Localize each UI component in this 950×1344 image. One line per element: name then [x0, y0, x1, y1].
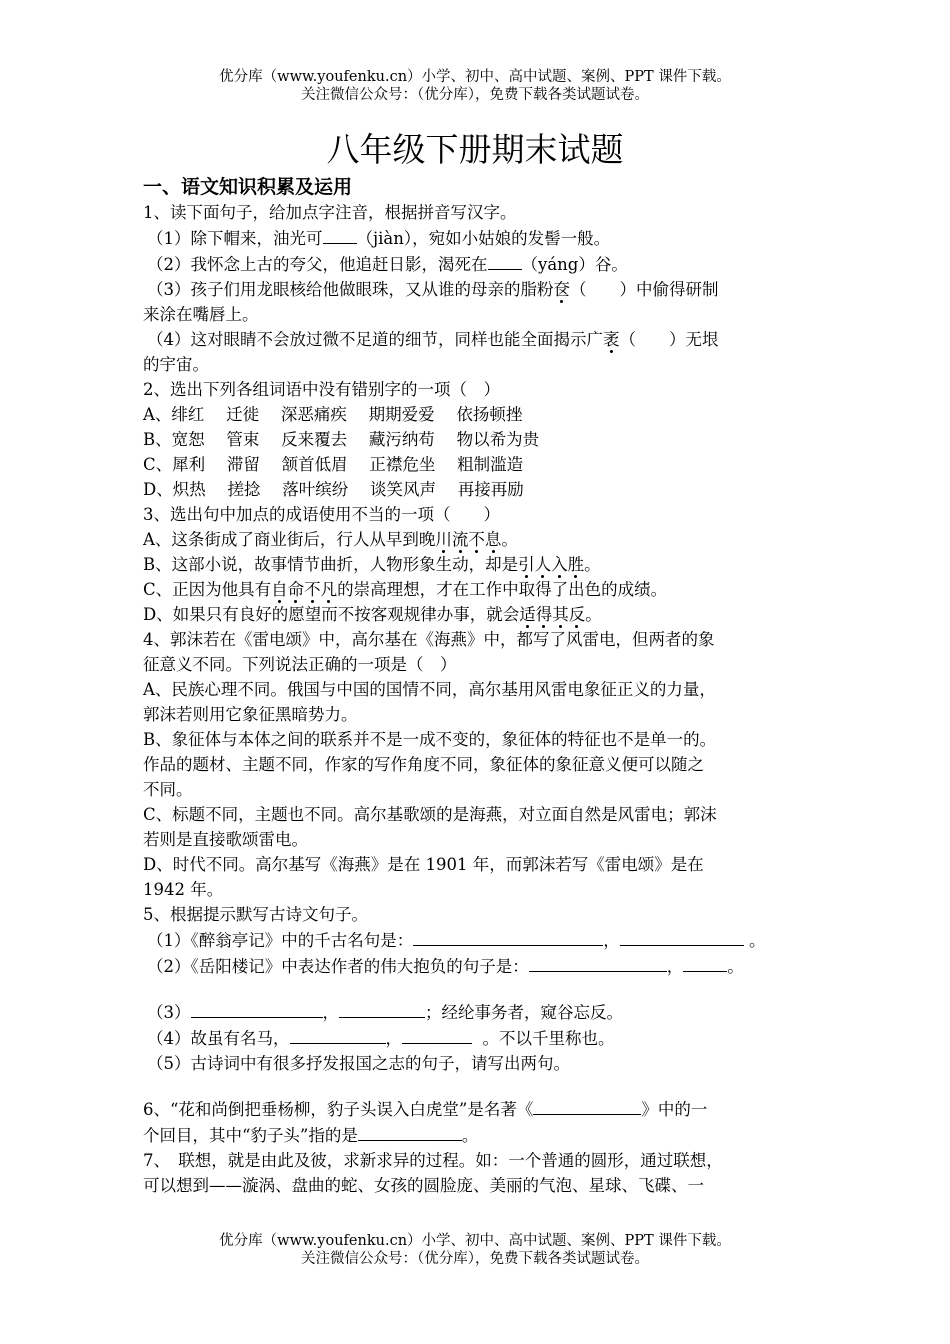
footer-line-2: 关注微信公众号：（优分库），免费下载各类试题试卷。 — [301, 1251, 649, 1267]
header-line-2: 关注微信公众号：（优分库），免费下载各类试题试卷。 — [301, 87, 649, 103]
answer-blank[interactable] — [620, 927, 744, 946]
exam-content — [143, 200, 813, 1198]
dotted-char: 奁 — [553, 280, 570, 299]
q3-option-a: A、这条街成了商业街后，行人从早到晚川流不息。 — [143, 530, 518, 549]
q5-item-3: （3） ， ；经纶事务者，窥谷忘反。 — [143, 999, 813, 1025]
q4-option-b-cont2: 不同。 — [143, 780, 193, 799]
q2-option-d: D、炽热 搓捻 落叶缤纷 谈笑风声 再接再励 — [143, 480, 524, 499]
q3-option-b: B、这部小说，故事情节曲折，人物形象生动，却是引人入胜。 — [143, 555, 601, 574]
dotted-idiom: 川流不息 — [435, 530, 502, 549]
answer-blank[interactable] — [191, 999, 323, 1018]
header-line-1: 优分库（www.youfenku.cn）小学、初中、高中试题、案例、PPT 课件下载。 — [219, 69, 731, 85]
q5-item-1: （1）《醉翁亭记》中的千古名句是： ， 。 — [143, 927, 813, 953]
page-title: 八年级下册期末试题 — [326, 130, 624, 169]
q3-option-c: C、正因为他具有自命不凡的崇高理想，才在工作中取得了出色的成绩。 — [143, 580, 668, 599]
q6-line-1: 6、“花和尚倒把垂杨柳，豹子头误入白虎堂”是名著《 》中的一 — [143, 1096, 813, 1122]
q4-option-a: A、民族心理不同。俄国与中国的国情不同，高尔基用风雷电象征正义的力量， — [143, 680, 716, 699]
q2-option-a: A、绯红 迁徙 深恶痛疾 期期爱爱 依扬顿挫 — [143, 405, 523, 424]
answer-blank[interactable] — [323, 225, 357, 244]
q1-stem: 1、读下面句子，给加点字注音，根据拼音写汉字。 — [143, 203, 517, 222]
dotted-idiom: 引人入胜 — [518, 555, 585, 574]
q4-option-d: D、时代不同。高尔基写《海燕》是在 1901 年，而郭沫若写《雷电颂》是在 — [143, 855, 704, 874]
dotted-idiom: 自命不凡 — [271, 580, 338, 599]
q5-stem: 5、根据提示默写古诗文句子。 — [143, 905, 368, 924]
q2-option-b: B、宽恕 管束 反来覆去 藏污纳苟 物以希为贵 — [143, 430, 540, 449]
q4-option-a-cont: 郭沫若则用它象征黑暗势力。 — [143, 705, 358, 724]
q1-item-3: （3）孩子们用龙眼核给他做眼珠，又从谁的母亲的脂粉奁（ ）中偷得研制 — [147, 280, 719, 299]
q2-option-c: C、犀利 滞留 颔首低眉 正襟危坐 粗制滥造 — [143, 455, 524, 474]
answer-blank[interactable] — [529, 953, 667, 972]
section-heading: 一、语文知识积累及运用 — [143, 176, 353, 198]
footer-line-1: 优分库（www.youfenku.cn）小学、初中、高中试题、案例、PPT 课件下载。 — [219, 1233, 731, 1249]
q1-item-3-cont: 来涂在嘴唇上。 — [143, 305, 259, 324]
answer-blank[interactable] — [683, 953, 727, 972]
q3-option-d: D、如果只有良好的愿望而不按客观规律办事，就会适得其反。 — [143, 605, 602, 624]
q5-item-4: （4）故虽有名马， ， 。不以千里称也。 — [143, 1025, 813, 1051]
answer-blank[interactable] — [358, 1122, 462, 1141]
page-footer — [0, 1232, 950, 1268]
q5-item-2: （2）《岳阳楼记》中表达作者的伟大抱负的句子是： ， 。 — [143, 953, 813, 979]
q1-item-4: （4）这对眼睛不会放过微不足道的细节，同样也能全面揭示广袤（ ）无垠 — [147, 330, 719, 349]
q4-option-c-cont: 若则是直接歌颂雷电。 — [143, 830, 308, 849]
answer-blank[interactable] — [402, 1025, 472, 1044]
answer-blank[interactable] — [339, 999, 425, 1018]
q7-line-1: 7、 联想，就是由此及彼，求新求异的过程。如：一个普通的圆形，通过联想， — [143, 1151, 723, 1170]
q3-stem: 3、选出句中加点的成语使用不当的一项（ ） — [143, 505, 500, 524]
q7-line-2: 可以想到——漩涡、盘曲的蛇、女孩的圆脸庞、美丽的气泡、星球、飞碟、一 — [143, 1176, 704, 1195]
answer-blank[interactable] — [488, 251, 522, 270]
q4-option-b-cont: 作品的题材、主题不同，作家的写作角度不同，象征体的象征意义便可以随之 — [143, 755, 704, 774]
q4-option-b: B、象征体与本体之间的联系并不是一成不变的，象征体的特征也不是单一的。 — [143, 730, 717, 749]
q1-item-4-cont: 的宇宙。 — [143, 355, 209, 374]
answer-blank[interactable] — [290, 1025, 386, 1044]
dotted-char: 袤 — [603, 330, 620, 349]
answer-blank[interactable] — [533, 1096, 641, 1115]
q4-option-c: C、标题不同，主题也不同。高尔基歌颂的是海燕，对立面自然是风雷电；郭沫 — [143, 805, 717, 824]
q4-stem-cont: 征意义不同。下列说法正确的一项是（ ） — [143, 655, 457, 674]
q6-line-2: 个回目，其中“豹子头”指的是 。 — [143, 1122, 813, 1148]
q1-item-2: （2）我怀念上古的夸父，他追赶日影，渴死在 （yáng）谷。 — [143, 251, 813, 277]
q2-stem: 2、选出下列各组词语中没有错别字的一项（ ） — [143, 380, 500, 399]
q1-item-1: （1）除下帽来，油光可 （jiàn），宛如小姑娘的发髻一般。 — [143, 225, 813, 251]
page-header — [0, 68, 950, 104]
q5-item-5: （5）古诗词中有很多抒发报国之志的句子，请写出两句。 — [147, 1054, 570, 1073]
dotted-idiom: 适得其反 — [519, 605, 586, 624]
answer-blank[interactable] — [413, 927, 603, 946]
q4-option-d-cont: 1942 年。 — [143, 880, 224, 899]
q4-stem: 4、郭沫若在《雷电颂》中，高尔基在《海燕》中，都写了风雷电，但两者的象 — [143, 630, 715, 649]
